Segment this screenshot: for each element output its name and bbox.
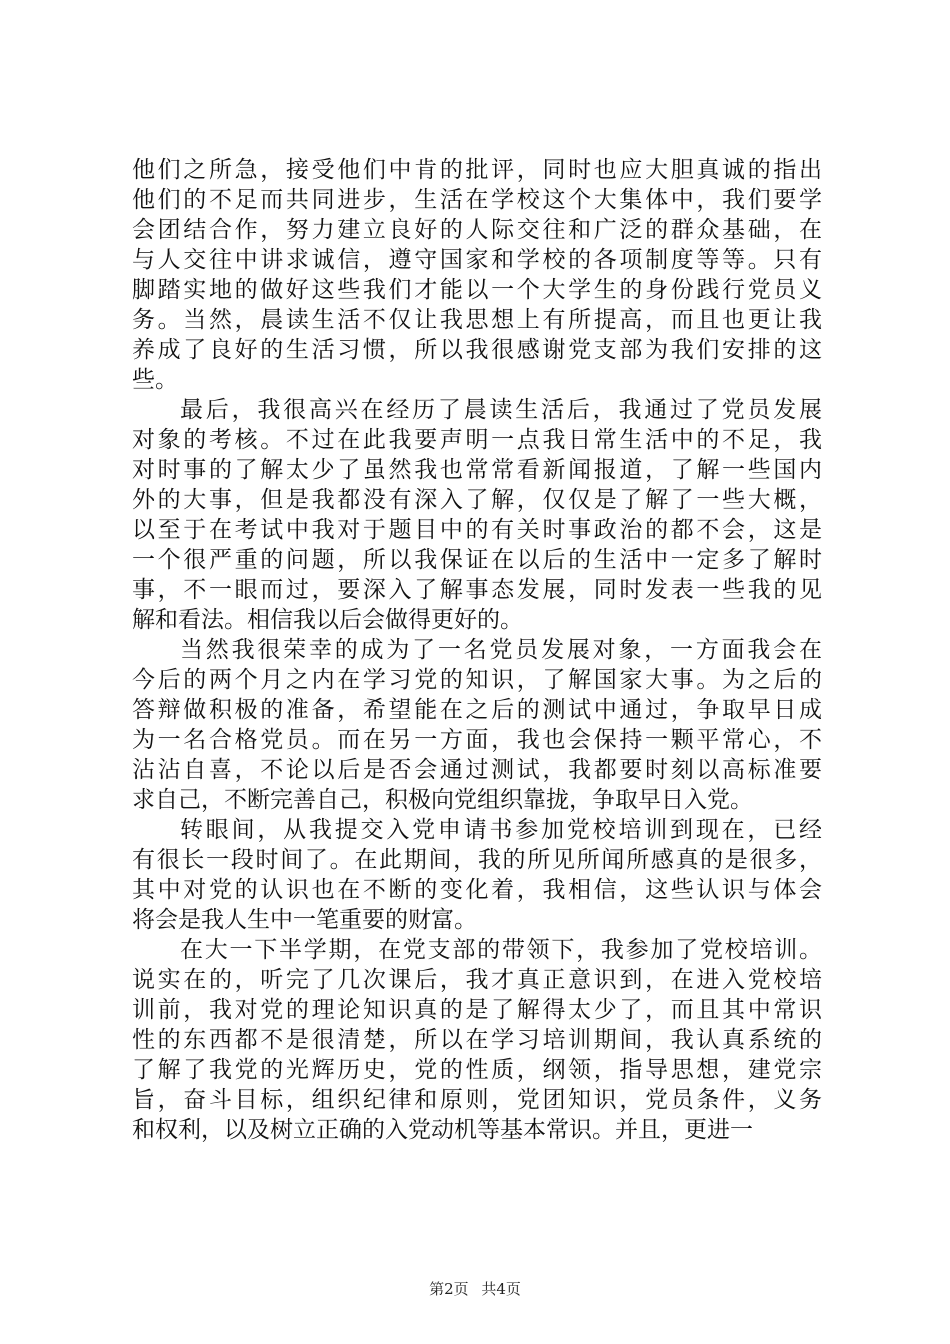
text-line: 脚踏实地的做好这些我们才能以一个大学生的身份践行党员义 xyxy=(132,277,822,303)
text-line: 在大一下半学期，在党支部的带领下，我参加了党校培训。 xyxy=(180,937,822,963)
text-line: 对象的考核。不过在此我要声明一点我日常生活中的不足，我 xyxy=(132,427,822,453)
text-line: 最后，我很高兴在经历了晨读生活后，我通过了党员发展 xyxy=(180,397,822,423)
text-line: 为一名合格党员。而在另一方面，我也会保持一颗平常心，不 xyxy=(132,727,822,753)
page-number: 第2页 xyxy=(429,1280,469,1298)
paragraph xyxy=(132,815,822,935)
text-line: 与人交往中讲求诚信，遵守国家和学校的各项制度等等。只有 xyxy=(132,247,822,273)
text-line: 有很长一段时间了。在此期间，我的所见所闻所感真的是很多， xyxy=(132,847,822,873)
page-total: 共4页 xyxy=(481,1280,521,1298)
paragraph xyxy=(132,635,822,815)
text-line: 当然我很荣幸的成为了一名党员发展对象，一方面我会在 xyxy=(180,637,822,663)
document-body xyxy=(132,155,822,1145)
text-line: 以至于在考试中我对于题目中的有关时事政治的都不会，这是 xyxy=(132,517,822,543)
text-line: 其中对党的认识也在不断的变化着，我相信，这些认识与体会 xyxy=(132,877,822,903)
text-line: 对时事的了解太少了虽然我也常常看新闻报道，了解一些国内 xyxy=(132,457,822,483)
text-line: 解和看法。相信我以后会做得更好的。 xyxy=(132,607,523,633)
text-line: 会团结合作，努力建立良好的人际交往和广泛的群众基础，在 xyxy=(132,217,822,243)
text-line: 沾沾自喜，不论以后是否会通过测试，我都要时刻以高标准要 xyxy=(132,757,822,783)
text-line: 养成了良好的生活习惯，所以我很感谢党支部为我们安排的这 xyxy=(132,337,822,363)
text-line: 他们之所急，接受他们中肯的批评，同时也应大胆真诚的指出 xyxy=(132,157,822,183)
text-line: 说实在的，听完了几次课后，我才真正意识到，在进入党校培 xyxy=(132,967,822,993)
text-line: 将会是我人生中一笔重要的财富。 xyxy=(132,907,477,933)
text-line: 转眼间，从我提交入党申请书参加党校培训到现在，已经 xyxy=(180,817,822,843)
paragraph xyxy=(132,935,822,1145)
text-line: 训前，我对党的理论知识真的是了解得太少了，而且其中常识 xyxy=(132,997,822,1023)
text-line: 他们的不足而共同进步，生活在学校这个大集体中，我们要学 xyxy=(132,187,822,213)
paragraph xyxy=(132,395,822,635)
text-line: 务。当然，晨读生活不仅让我思想上有所提高，而且也更让我 xyxy=(132,307,822,333)
text-line: 今后的两个月之内在学习党的知识，了解国家大事。为之后的 xyxy=(132,667,822,693)
paragraph xyxy=(132,155,822,395)
text-line: 了解了我党的光辉历史，党的性质，纲领，指导思想，建党宗 xyxy=(132,1057,822,1083)
text-line: 求自己，不断完善自己，积极向党组织靠拢，争取早日入党。 xyxy=(132,787,753,813)
text-line: 外的大事，但是我都没有深入了解，仅仅是了解了一些大概， xyxy=(132,487,822,513)
text-line: 事，不一眼而过，要深入了解事态发展，同时发表一些我的见 xyxy=(132,577,822,603)
text-line: 旨，奋斗目标，组织纪律和原则，党团知识，党员条件，义务 xyxy=(132,1087,822,1113)
text-line: 答辩做积极的准备，希望能在之后的测试中通过，争取早日成 xyxy=(132,697,822,723)
text-line: 性的东西都不是很清楚，所以在学习培训期间，我认真系统的 xyxy=(132,1027,822,1053)
page-footer xyxy=(0,1278,950,1299)
text-line: 一个很严重的问题，所以我保证在以后的生活中一定多了解时 xyxy=(132,547,822,573)
text-line: 些。 xyxy=(132,367,178,393)
text-line: 和权利，以及树立正确的入党动机等基本常识。并且，更进一 xyxy=(132,1117,753,1143)
